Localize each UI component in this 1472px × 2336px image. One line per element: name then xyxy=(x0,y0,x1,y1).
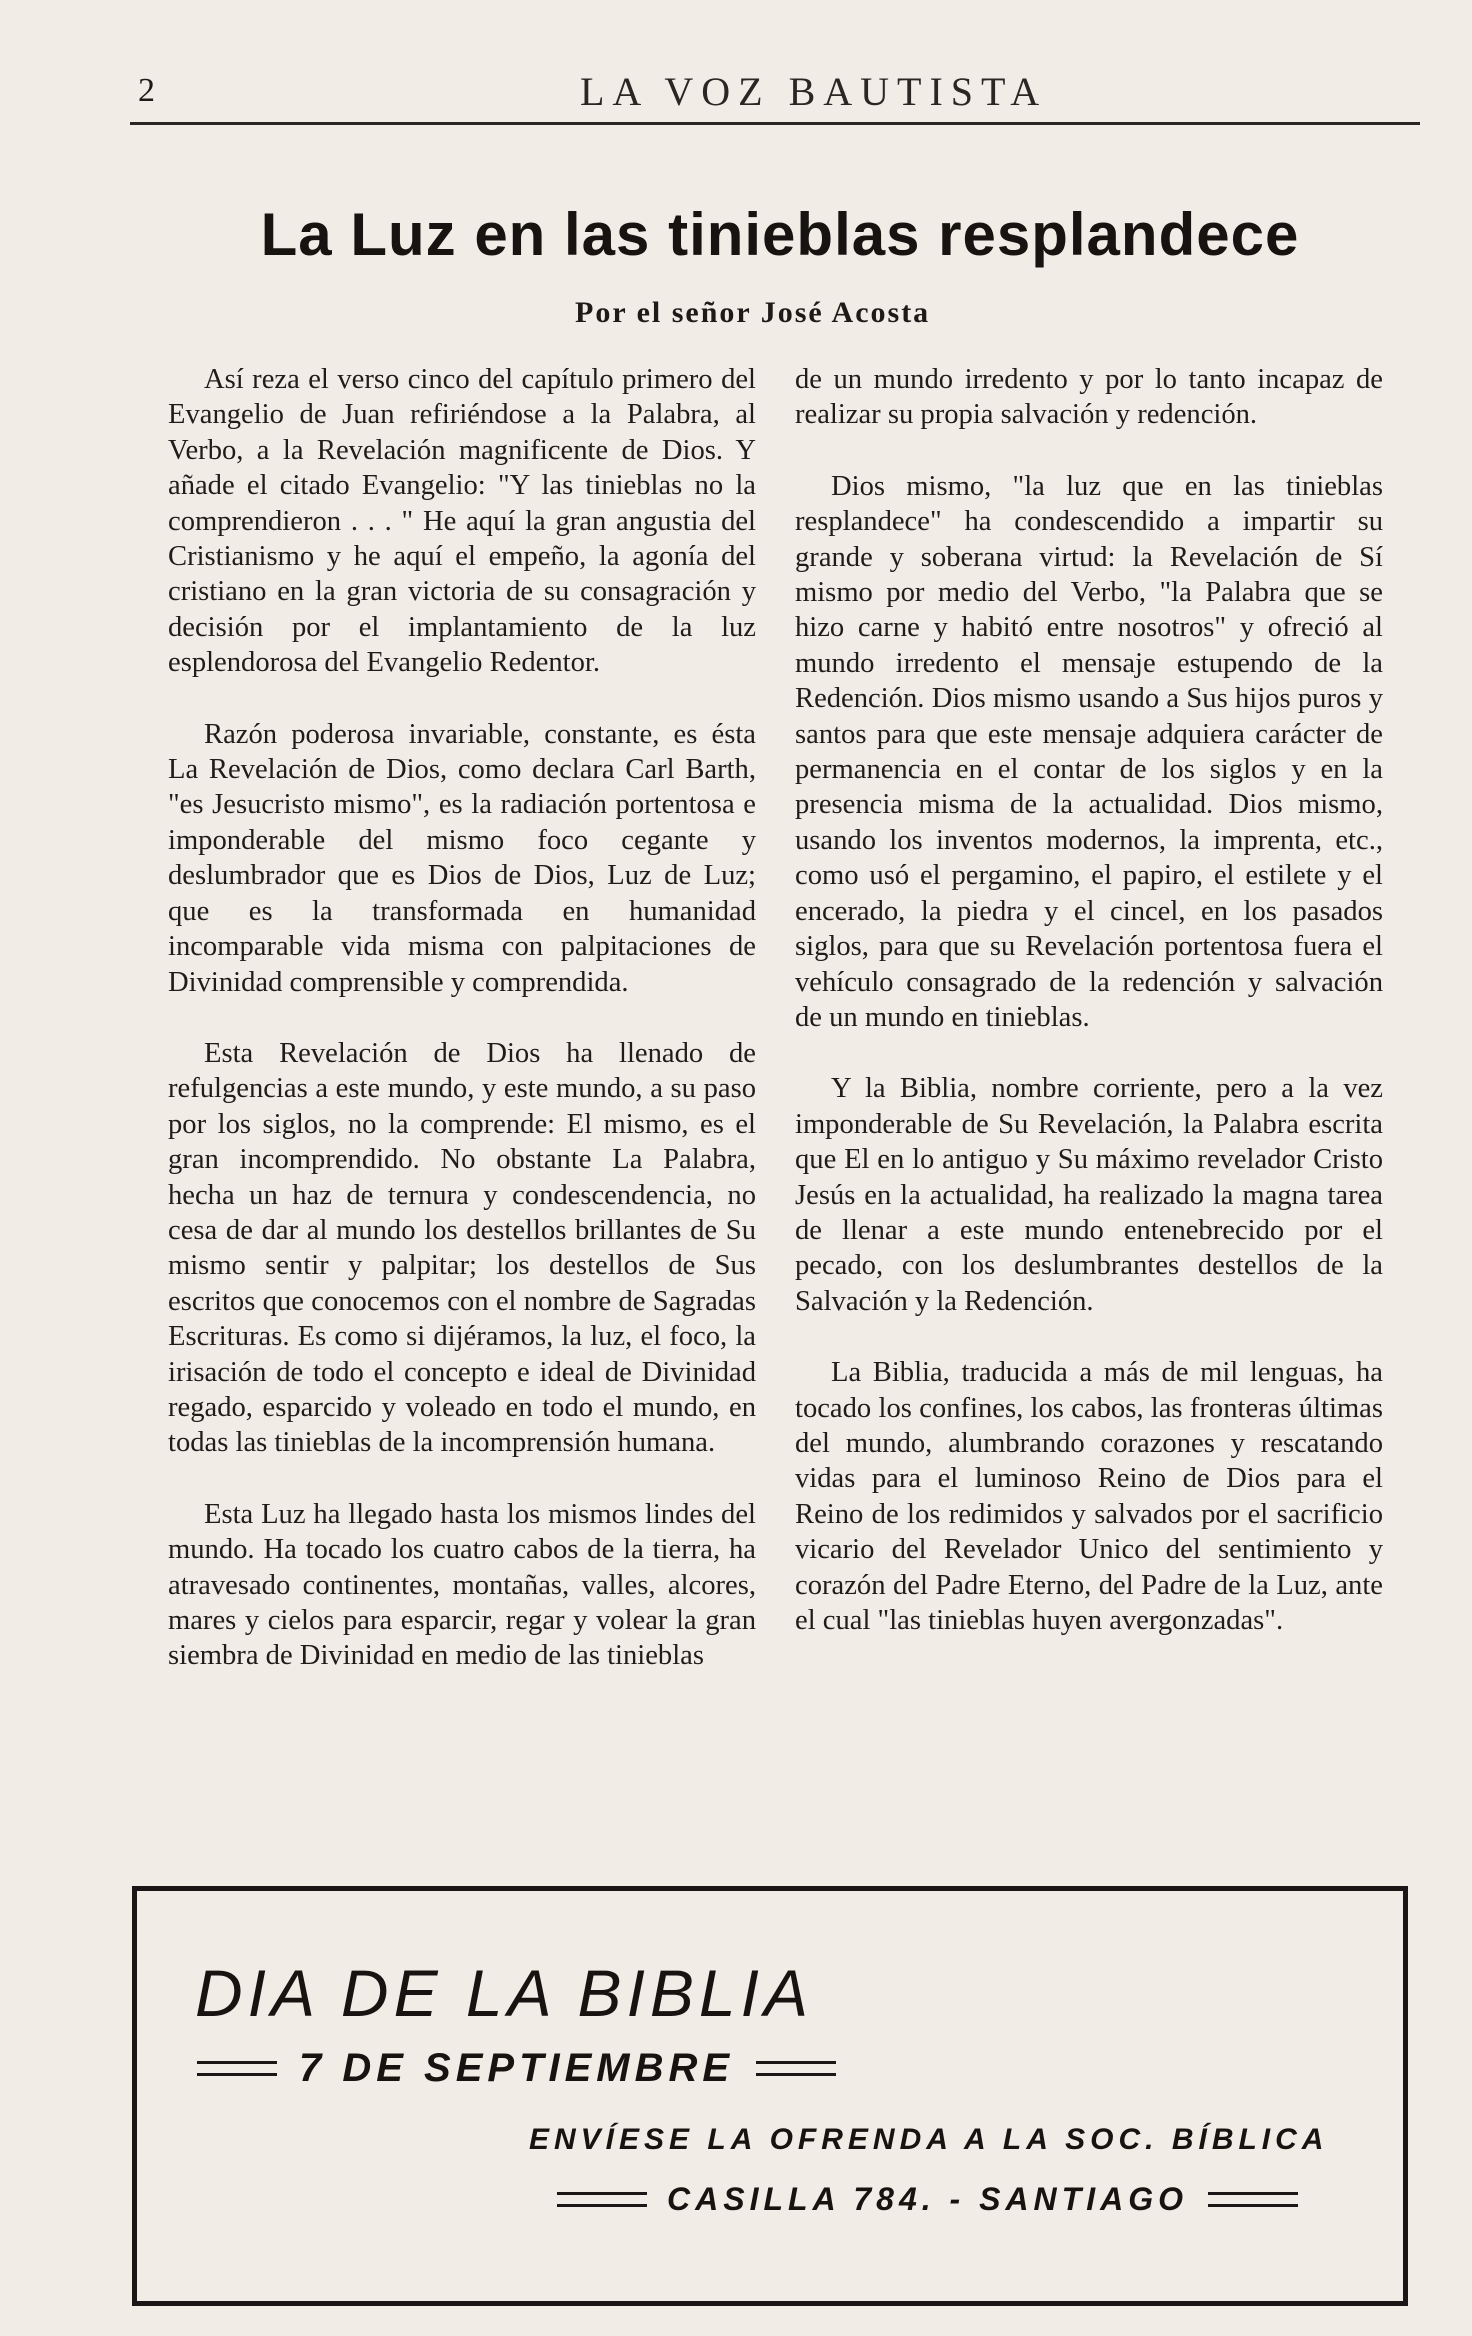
ad-instruction: ENVÍESE LA OFRENDA A LA SOC. BÍBLICA xyxy=(529,2123,1329,2156)
paragraph-8: La Biblia, traducida a más de mil lenguas, ha tocado los confines, los cabos, las fronteras últimas del mundo, alumbrando corazones y rescatando vidas para el luminoso Reino de Dios para el Reino de los redimidos y salvados por el sacrificio vicario del Revelador Unico del sentimiento y corazón del Padre Eterno, del Padre de la Luz, ante el cual "las tinieblas huyen avergonzadas". xyxy=(795,1357,1383,1636)
ad-title: DIA DE LA BIBLIA xyxy=(195,1956,813,2030)
paragraph-4: Esta Luz ha llegado hasta los mismos lindes del mundo. Ha tocado los cuatro cabos de la tierra, ha atravesado continentes, montañas, valles, alcores, mares y cielos para esparcir, regar y volear la gran siembra de Divinidad en medio de las tinieblas xyxy=(168,1498,756,1672)
decorative-rule xyxy=(1208,2192,1298,2207)
ad-date-row xyxy=(197,2046,836,2091)
ad-date: 7 DE SEPTIEMBRE xyxy=(299,2046,735,2090)
paragraph-7: Y la Biblia, nombre corriente, pero a la vez imponderable de Su Revelación, la Palabra escrita que El en lo antiguo y Su máximo revelador Cristo Jesús en la actualidad, ha realizado la magna tarea de llenar a este mundo entenebrecido por el pecado, con los deslumbrantes destellos de la Salvación y la Redención. xyxy=(795,1073,1383,1317)
paragraph-6: Dios mismo, "la luz que en las tinieblas resplandece" ha condescendido a impartir su grande y soberana virtud: la Revelación de Sí mismo por medio del Verbo, "la Palabra que se hizo carne y habitó entre nosotros" y ofreció al mundo irredento el mensaje estupendo de la Redención. Dios mismo usando a Sus hijos puros y santos para que este mensaje adquiera carácter de permanencia en el contar de los siglos y en la presencia misma de la actualidad. Dios mismo, usando los inventos modernos, la imprenta, etc., como usó el pergamino, el papiro, el estilete y el encerado, la piedra y el cincel, en los pasados siglos, para que su Revelación portentosa fuera el vehículo consagrado de la redención y salvación de un mundo en tinieblas. xyxy=(795,470,1383,1033)
right-column xyxy=(795,362,1383,1674)
paragraph-3: Esta Revelación de Dios ha llenado de refulgencias a este mundo, y este mundo, a su paso por los siglos, no la comprende: El mismo, es el gran incomprendido. No obstante La Palabra, hecha un haz de ternura y condescendencia, no cesa de dar al mundo los destellos brillantes de Su mismo sentir y palpitar; los destellos de Sus escritos que conocemos con el nombre de Sagradas Escrituras. Es como si dijéramos, la luz, el foco, la irisación de todo el concepto e ideal de Divinidad regado, esparcido y voleado en todo el mundo, en todas las tinieblas de la incomprensión humana. xyxy=(168,1037,756,1459)
journal-name: LA VOZ BAUTISTA xyxy=(580,69,1048,114)
ad-address-row xyxy=(557,2181,1298,2218)
decorative-rule xyxy=(557,2192,647,2207)
ad-address: CASILLA 784. - SANTIAGO xyxy=(667,2181,1188,2217)
left-column xyxy=(168,362,756,1710)
decorative-rule xyxy=(756,2061,836,2076)
article-title: La Luz en las tinieblas resplandece xyxy=(260,201,1300,268)
advertisement-box xyxy=(132,1886,1408,2306)
paragraph-1: Así reza el verso cinco del capítulo primero del Evangelio de Juan refiriéndose a la Palabra, al Verbo, a la Revelación magnificente de Dios. Y añade el citado Evangelio: "Y las tinieblas no la comprendieron . . . " He aquí la gran angustia del Cristianismo y he aquí el empeño, la agonía del cristiano en la gran victoria de su consagración y decisión por el implantamiento de la luz esplendorosa del Evangelio Redentor. xyxy=(168,364,756,679)
paragraph-5-continuation: de un mundo irredento y por lo tanto incapaz de realizar su propia salvación y redención. xyxy=(795,364,1383,431)
paragraph-2: Razón poderosa invariable, constante, es ésta La Revelación de Dios, como declara Carl Barth, "es Jesucristo mismo", es la radiación portentosa e imponderable del mismo foco cegante y deslumbrador que es Dios de Dios, Luz de Luz; que es la transformada en humanidad incomparable vida misma con palpitaciones de Divinidad comprensible y comprendida. xyxy=(168,718,756,998)
byline: Por el señor José Acosta xyxy=(575,296,931,329)
decorative-rule xyxy=(197,2061,277,2076)
page-number: 2 xyxy=(138,72,155,109)
page-header xyxy=(130,62,1420,125)
